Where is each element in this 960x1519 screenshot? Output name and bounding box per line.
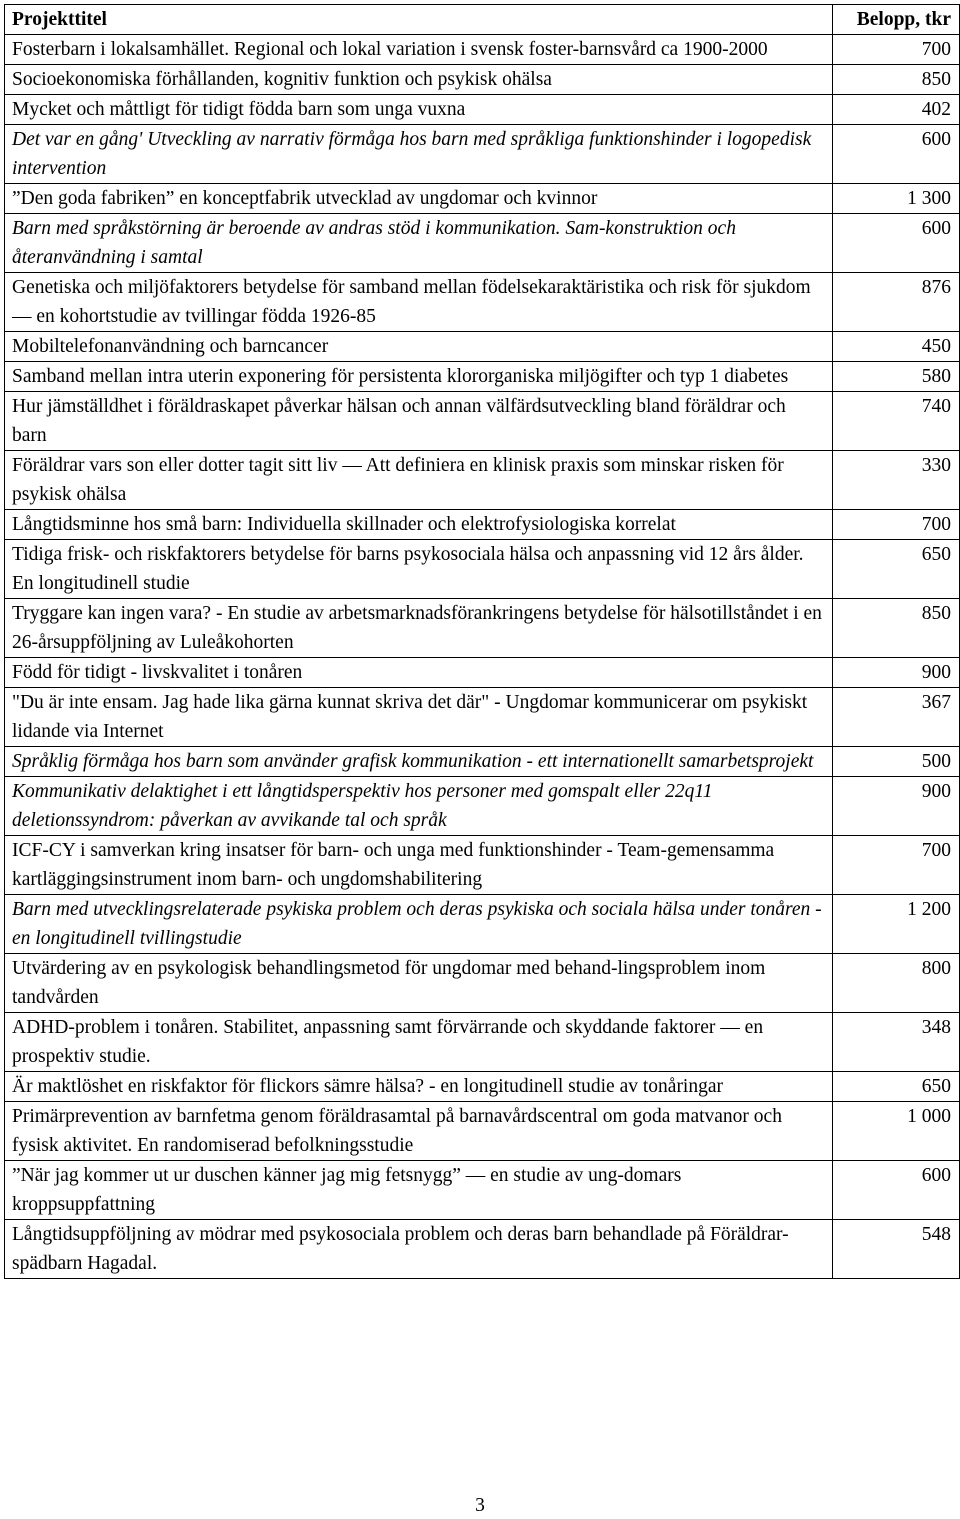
table-row — [5, 1013, 960, 1072]
table-row — [5, 688, 960, 747]
project-title-cell: Hur jämställdhet i föräldraskapet påverkar hälsan och annan välfärdsutveckling bland föräldrar och barn — [5, 392, 833, 451]
project-title-cell: Föräldrar vars son eller dotter tagit sitt liv — Att definiera en klinisk praxis som minskar risken för psykisk ohälsa — [5, 451, 833, 510]
table-row — [5, 658, 960, 688]
project-title-cell: Född för tidigt - livskvalitet i tonåren — [5, 658, 833, 688]
amount-cell: 700 — [833, 35, 960, 65]
amount-cell: 600 — [833, 125, 960, 184]
project-title-cell: Tidiga frisk- och riskfaktorers betydelse för barns psykosociala hälsa och anpassning vid 12 års ålder. En longitudinell studie — [5, 540, 833, 599]
table-row — [5, 540, 960, 599]
table-row — [5, 392, 960, 451]
project-title-cell: Primärprevention av barnfetma genom föräldrasamtal på barnavårdscentral om goda matvanor och fysisk aktivitet. En randomiserad befolkningsstudie — [5, 1102, 833, 1161]
amount-cell: 900 — [833, 777, 960, 836]
project-title-cell: Mobiltelefonanvändning och barncancer — [5, 332, 833, 362]
amount-cell: 876 — [833, 273, 960, 332]
table-row — [5, 777, 960, 836]
project-title-cell: Långtidsminne hos små barn: Individuella skillnader och elektrofysiologiska korrelat — [5, 510, 833, 540]
amount-cell: 367 — [833, 688, 960, 747]
column-header-title: Projekttitel — [5, 5, 833, 35]
table-row — [5, 125, 960, 184]
table-row — [5, 895, 960, 954]
table-row — [5, 1102, 960, 1161]
project-title-cell: Långtidsuppföljning av mödrar med psykosociala problem och deras barn behandlade på Föräldrar-spädbarn Hagadal. — [5, 1220, 833, 1279]
table-row — [5, 65, 960, 95]
project-title-cell: Fosterbarn i lokalsamhället. Regional och lokal variation i svensk foster-barnsvård ca 1900-2000 — [5, 35, 833, 65]
project-title-cell: Utvärdering av en psykologisk behandlingsmetod för ungdomar med behand-lingsproblem inom tandvården — [5, 954, 833, 1013]
table-row — [5, 1220, 960, 1279]
page-number: 3 — [475, 1495, 485, 1516]
amount-cell: 740 — [833, 392, 960, 451]
project-title-cell: Socioekonomiska förhållanden, kognitiv funktion och psykisk ohälsa — [5, 65, 833, 95]
table-row — [5, 214, 960, 273]
amount-cell: 600 — [833, 214, 960, 273]
project-title-cell: ”När jag kommer ut ur duschen känner jag mig fetsnygg” — en studie av ung-domars kroppsuppfattning — [5, 1161, 833, 1220]
table-row — [5, 362, 960, 392]
amount-cell: 500 — [833, 747, 960, 777]
amount-cell: 580 — [833, 362, 960, 392]
project-title-cell: Samband mellan intra uterin exponering för persistenta klororganiska miljögifter och typ 1 diabetes — [5, 362, 833, 392]
table-body — [5, 35, 960, 1279]
amount-cell: 800 — [833, 954, 960, 1013]
project-title-cell: "Du är inte ensam. Jag hade lika gärna kunnat skriva det där" - Ungdomar kommunicerar om psykiskt lidande via Internet — [5, 688, 833, 747]
table-row — [5, 954, 960, 1013]
table-row — [5, 273, 960, 332]
project-title-cell: ADHD-problem i tonåren. Stabilitet, anpassning samt förvärrande och skyddande faktorer — en prospektiv studie. — [5, 1013, 833, 1072]
amount-cell: 900 — [833, 658, 960, 688]
table-row — [5, 747, 960, 777]
amount-cell: 850 — [833, 65, 960, 95]
amount-cell: 330 — [833, 451, 960, 510]
table-row — [5, 451, 960, 510]
project-title-cell: Barn med utvecklingsrelaterade psykiska problem och deras psykiska och sociala hälsa under tonåren - en longitudinell tvillingstudie — [5, 895, 833, 954]
project-title-cell: Språklig förmåga hos barn som använder grafisk kommunikation - ett internationellt samarbetsprojekt — [5, 747, 833, 777]
table-row — [5, 836, 960, 895]
project-title-cell: Barn med språkstörning är beroende av andras stöd i kommunikation. Sam-konstruktion och återanvändning i samtal — [5, 214, 833, 273]
amount-cell: 548 — [833, 1220, 960, 1279]
table-row — [5, 1072, 960, 1102]
amount-cell: 650 — [833, 540, 960, 599]
amount-cell: 850 — [833, 599, 960, 658]
table-row — [5, 35, 960, 65]
table-row — [5, 1161, 960, 1220]
column-header-amount: Belopp, tkr — [833, 5, 960, 35]
table-row — [5, 95, 960, 125]
project-title-cell: Kommunikativ delaktighet i ett långtidsperspektiv hos personer med gomspalt eller 22q11 deletionssyndrom: påverkan av avvikande tal och språk — [5, 777, 833, 836]
project-title-cell: Tryggare kan ingen vara? - En studie av arbetsmarknadsförankringens betydelse för hälsotillståndet i en 26-årsuppföljning av Luleåkohorten — [5, 599, 833, 658]
table-row — [5, 510, 960, 540]
amount-cell: 402 — [833, 95, 960, 125]
table-row — [5, 332, 960, 362]
project-title-cell: Det var en gång' Utveckling av narrativ förmåga hos barn med språkliga funktionshinder i logopedisk intervention — [5, 125, 833, 184]
grants-table — [4, 4, 960, 1279]
project-title-cell: ICF-CY i samverkan kring insatser för barn- och unga med funktionshinder - Team-gemensamma kartläggingsinstrument inom barn- och ungdomshabilitering — [5, 836, 833, 895]
amount-cell: 348 — [833, 1013, 960, 1072]
table-header-row — [5, 5, 960, 35]
amount-cell: 700 — [833, 510, 960, 540]
amount-cell: 1 200 — [833, 895, 960, 954]
project-title-cell: Är maktlöshet en riskfaktor för flickors sämre hälsa? - en longitudinell studie av tonåringar — [5, 1072, 833, 1102]
amount-cell: 700 — [833, 836, 960, 895]
table-row — [5, 184, 960, 214]
amount-cell: 600 — [833, 1161, 960, 1220]
amount-cell: 650 — [833, 1072, 960, 1102]
table-row — [5, 599, 960, 658]
project-title-cell: Genetiska och miljöfaktorers betydelse för samband mellan födelsekaraktäristika och risk för sjukdom — en kohortstudie av tvillingar födda 1926-85 — [5, 273, 833, 332]
project-title-cell: ”Den goda fabriken” en konceptfabrik utvecklad av ungdomar och kvinnor — [5, 184, 833, 214]
project-title-cell: Mycket och måttligt för tidigt födda barn som unga vuxna — [5, 95, 833, 125]
amount-cell: 1 000 — [833, 1102, 960, 1161]
amount-cell: 450 — [833, 332, 960, 362]
amount-cell: 1 300 — [833, 184, 960, 214]
